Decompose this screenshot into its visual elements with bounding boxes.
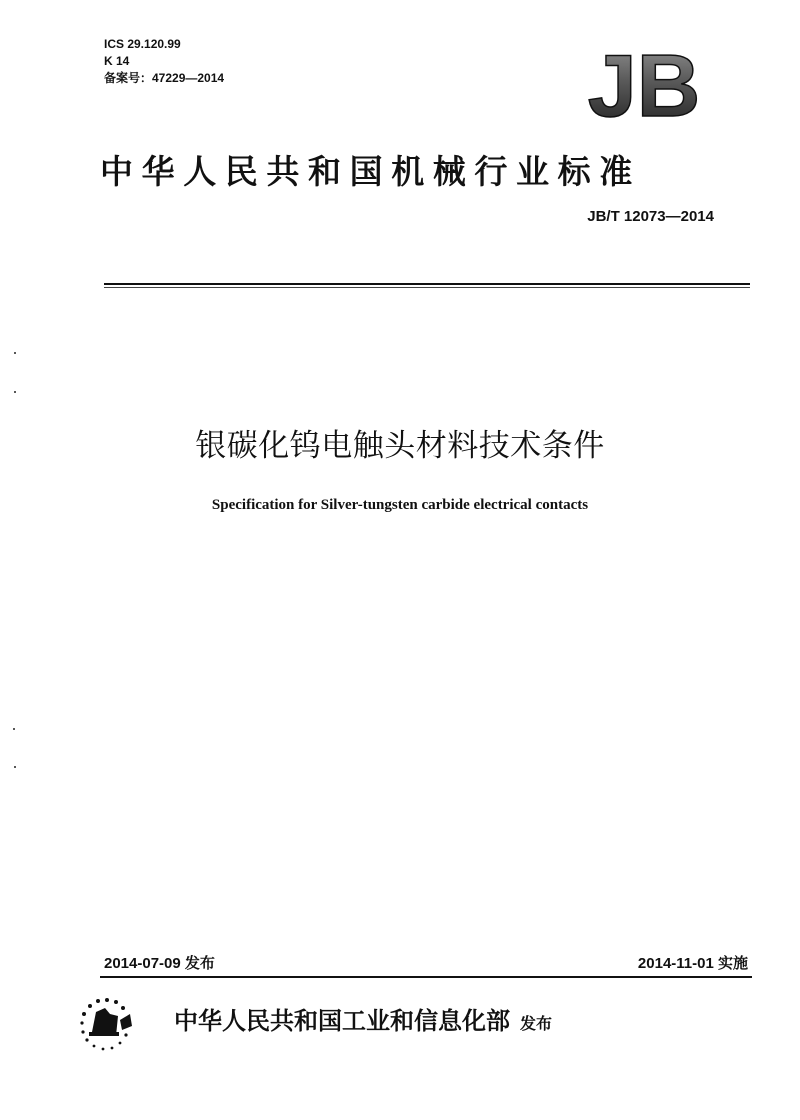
- scan-speck: [14, 391, 16, 393]
- scan-speck: [13, 728, 15, 730]
- header-divider: [104, 283, 750, 285]
- classification-block: [104, 36, 224, 87]
- scan-speck: [14, 352, 16, 354]
- document-title-chinese: 银碳化钨电触头材料技术条件: [195, 428, 605, 464]
- publisher: [174, 1001, 552, 1036]
- issue-date: 2014-07-09 发布: [104, 955, 215, 972]
- implementation-date: 2014-11-01 实施: [637, 955, 748, 972]
- ics-code: ICS 29.120.99: [104, 37, 181, 51]
- jb-logo: [566, 46, 722, 122]
- svg-text:JB: JB: [587, 46, 701, 122]
- standard-number: JB/T 12073—2014: [587, 208, 714, 225]
- record-number: 备案号：47229—2014: [104, 71, 225, 85]
- standard-category: 中华人民共和国机械行业标准: [100, 152, 641, 191]
- header-divider-thin: [104, 287, 750, 288]
- footer-divider: [100, 976, 752, 978]
- scan-speck: [14, 766, 16, 768]
- document-title-english: Specification for Silver-tungsten carbide electrical contacts: [211, 497, 589, 513]
- publisher-name: 中华人民共和国工业和信息化部: [174, 1007, 510, 1035]
- publisher-suffix: 发布: [520, 1014, 553, 1033]
- ministry-emblem-icon: [72, 992, 138, 1052]
- ccs-code: K 14: [104, 54, 130, 68]
